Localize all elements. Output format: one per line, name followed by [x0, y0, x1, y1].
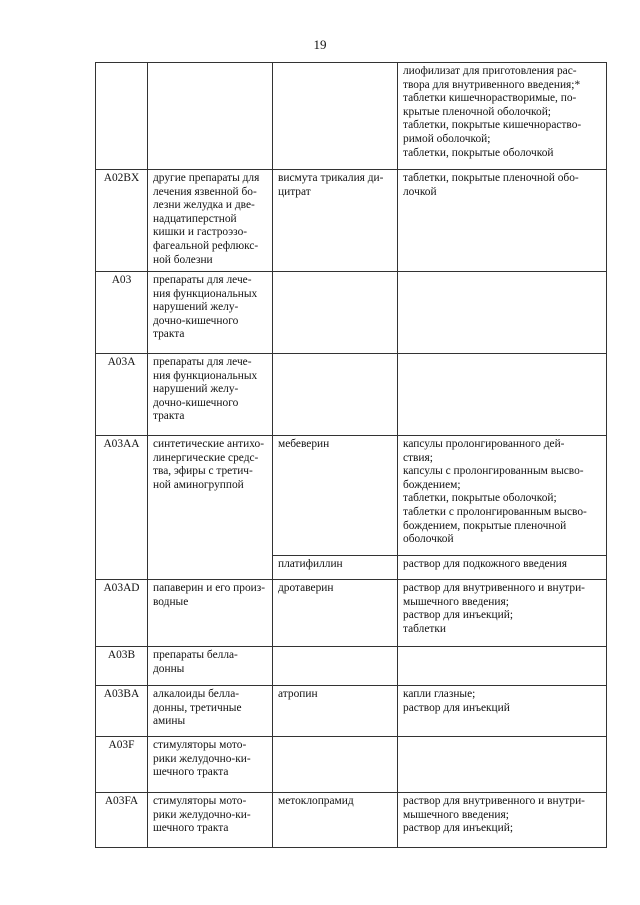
drug-name-cell — [273, 647, 398, 686]
drug-name-cell: дротаверин — [273, 580, 398, 647]
dosage-form-cell — [398, 272, 607, 354]
group-cell: препараты белла- донны — [148, 647, 273, 686]
table-row — [96, 737, 607, 793]
dosage-form-cell: раствор для внутривенного и внутри- мышечного введения; раствор для инъекций; таблетки — [398, 580, 607, 647]
drug-table — [95, 62, 607, 848]
atc-code-cell: A03AD — [96, 580, 148, 647]
table-row — [96, 647, 607, 686]
drug-name-cell — [273, 272, 398, 354]
dosage-form-cell: лиофилизат для приготовления рас- твора для внутривенного введения;* таблетки кишечнорастворимые, по- крытые пленочной оболочкой; таблетки, покрытые кишечнораство- римой оболочкой; таблетки, покрытые оболочкой — [398, 63, 607, 170]
dosage-form-cell: раствор для подкожного введения — [398, 556, 607, 580]
drug-name-cell: метоклопрамид — [273, 793, 398, 848]
drug-name-cell — [273, 354, 398, 436]
group-cell: препараты для лече- ния функциональных нарушений желу- дочно-кишечного тракта — [148, 354, 273, 436]
drug-name-cell: висмута трикалия ди- цитрат — [273, 170, 398, 272]
atc-code-cell: A03BA — [96, 686, 148, 737]
atc-code-cell: A03B — [96, 647, 148, 686]
dosage-form-cell: раствор для внутривенного и внутри- мышечного введения; раствор для инъекций; — [398, 793, 607, 848]
dosage-form-cell: капсулы пролонгированного дей- ствия; капсулы с пролонгированным высво- бождением; таблетки, покрытые оболочкой; таблетки с пролонгированным высво- бождением, покрытые пленочной оболочкой — [398, 436, 607, 556]
table-row — [96, 793, 607, 848]
group-cell: синтетические антихо- линергические средс- тва, эфиры с третич- ной аминогруппой — [148, 436, 273, 580]
atc-code-cell: A03AA — [96, 436, 148, 580]
dosage-form-cell: таблетки, покрытые пленочной обо- лочкой — [398, 170, 607, 272]
table-row — [96, 272, 607, 354]
group-cell — [148, 63, 273, 170]
group-cell: другие препараты для лечения язвенной бо- лезни желудка и две- надцатиперстной кишки и гастроэзо- фагеальной рефлюкс- ной болезни — [148, 170, 273, 272]
dosage-form-cell — [398, 647, 607, 686]
atc-code-cell: A03FA — [96, 793, 148, 848]
atc-code-cell: A03F — [96, 737, 148, 793]
atc-code-cell: A03 — [96, 272, 148, 354]
group-cell: папаверин и его произ- водные — [148, 580, 273, 647]
dosage-form-cell — [398, 354, 607, 436]
table-row — [96, 354, 607, 436]
drug-name-cell — [273, 737, 398, 793]
atc-code-cell: A02BX — [96, 170, 148, 272]
atc-code-cell: A03A — [96, 354, 148, 436]
dosage-form-cell — [398, 737, 607, 793]
group-cell: стимуляторы мото- рики желудочно-ки- шечного тракта — [148, 793, 273, 848]
atc-code-cell — [96, 63, 148, 170]
group-cell: препараты для лече- ния функциональных нарушений желу- дочно-кишечного тракта — [148, 272, 273, 354]
group-cell: алкалоиды белла- донны, третичные амины — [148, 686, 273, 737]
table-row — [96, 63, 607, 170]
drug-name-cell: мебеверин — [273, 436, 398, 556]
dosage-form-cell: капли глазные; раствор для инъекций — [398, 686, 607, 737]
drug-name-cell: платифиллин — [273, 556, 398, 580]
table-row — [96, 436, 607, 556]
table-row — [96, 686, 607, 737]
drug-name-cell: атропин — [273, 686, 398, 737]
page-number: 19 — [313, 37, 327, 52]
table-row — [96, 580, 607, 647]
drug-name-cell — [273, 63, 398, 170]
group-cell: стимуляторы мото- рики желудочно-ки- шечного тракта — [148, 737, 273, 793]
table-row — [96, 170, 607, 272]
